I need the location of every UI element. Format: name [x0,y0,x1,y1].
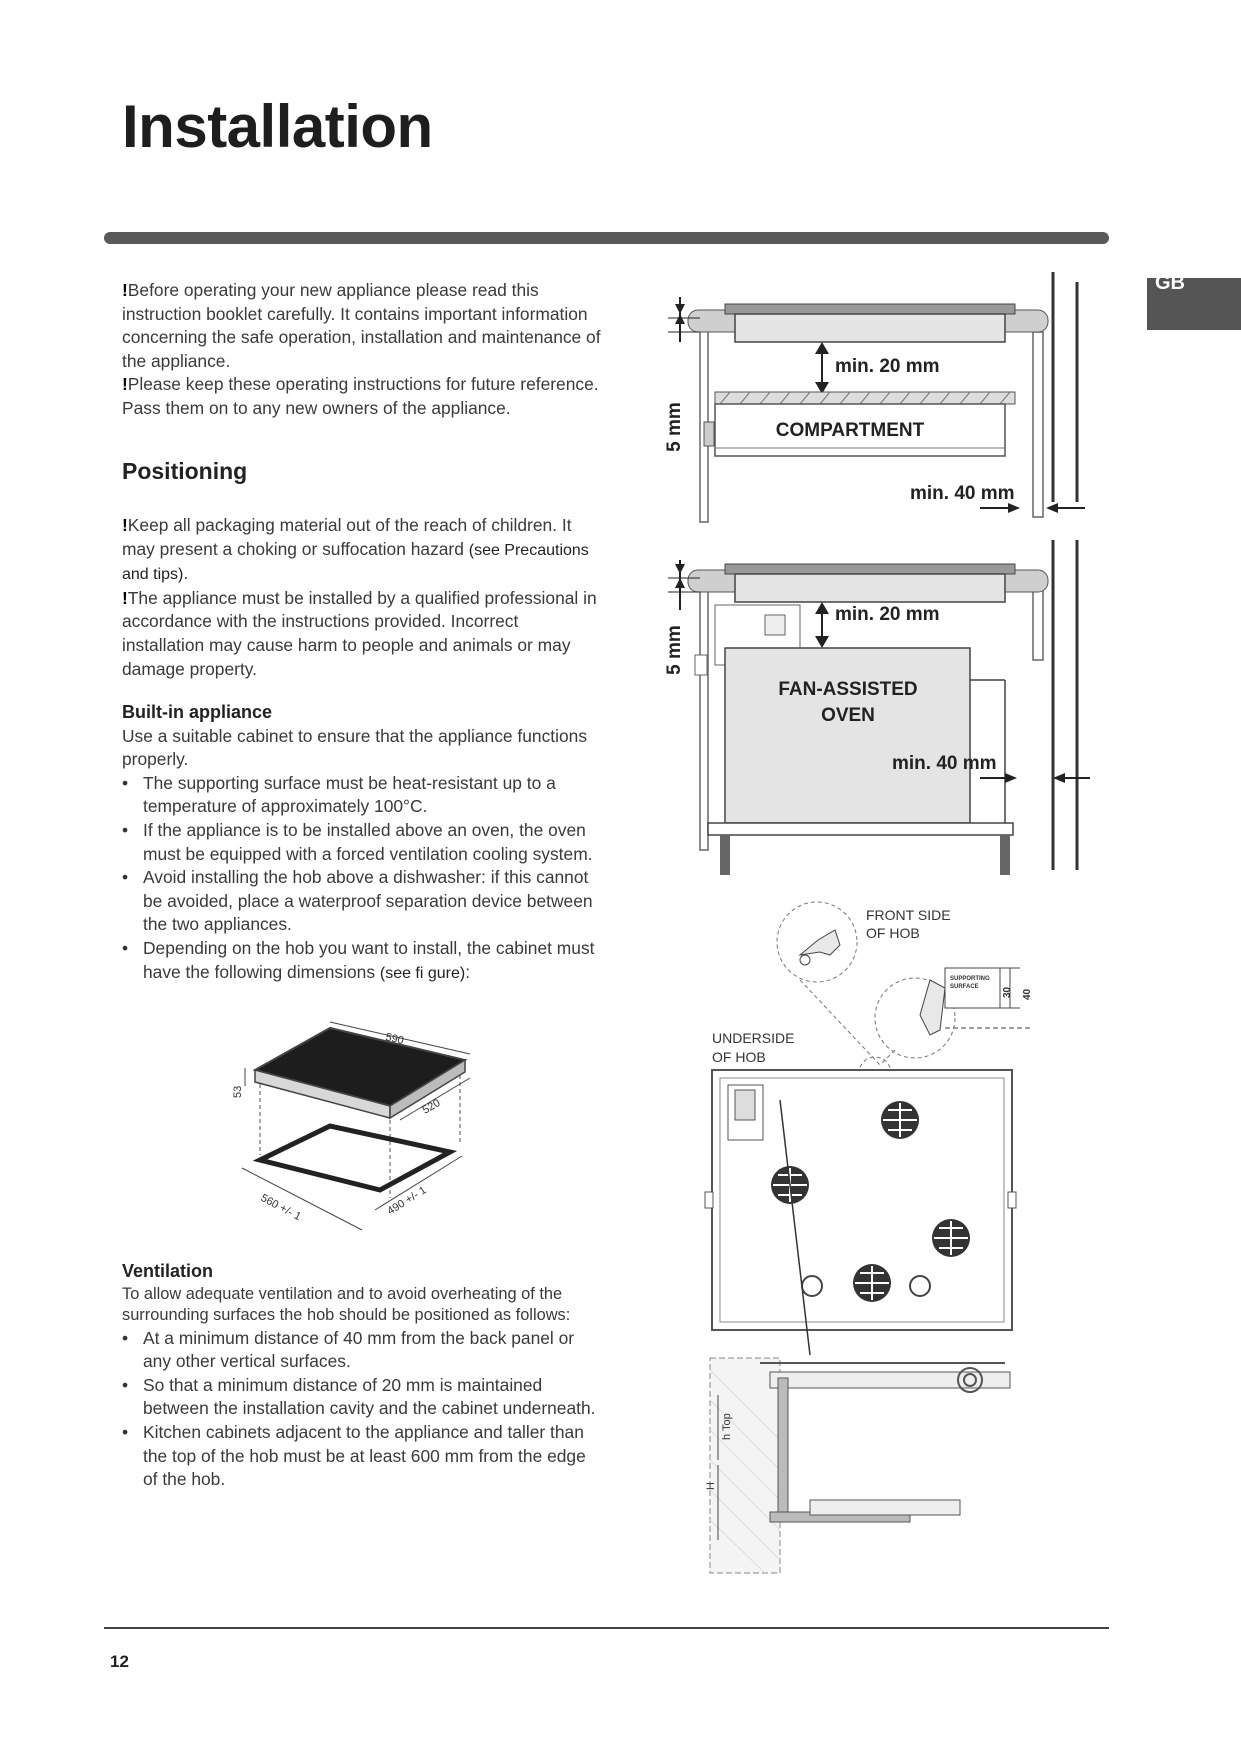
min-40-label: min. 40 mm [892,753,997,774]
burner-icon [853,1264,891,1302]
figure-reference: (see ﬁ gure) [379,964,466,982]
list-item: • So that a minimum distance of 20 mm is maintained between the installation cavity and the cabinet underneath. [122,1374,602,1421]
positioning-text-2: The appliance must be installed by a qualified professional in accordance with the instructions provided. Incorrect installation may cause harm to people and animals or may damage property. [122,587,597,679]
front-side-label-2: OF HOB [866,925,920,941]
dim-cut-width-label: 560 +/- 1 [258,1192,303,1224]
burner-icon [881,1101,919,1139]
oven-label-line-1: FAN-ASSISTED [778,679,918,700]
intro-text-1: Before operating your new appliance please read this instruction booklet carefully. It contains important information concerning the safe operation, installation and maintenance of the appliance. [122,280,601,371]
built-in-list [122,772,602,985]
min-40-label: min. 40 mm [910,483,1015,504]
warning-mark: ! [122,515,128,535]
list-item: • Kitchen cabinets adjacent to the appliance and taller than the top of the hob must be at least 600 mm from the edge of the hob. [122,1421,602,1492]
warning-mark: ! [122,374,128,395]
dim-40-label: 40 [1022,988,1033,1000]
positioning-text-1: Keep all packaging material out of the reach of children. It may present a choking or suffocation hazard [122,515,572,559]
min-20-label: min. 20 mm [835,356,940,377]
supporting-label-2: SURFACE [950,984,979,990]
positioning-section [122,514,602,681]
h-label: H [705,1482,717,1490]
compartment-label: COMPARTMENT [775,420,925,441]
underside-label-2: OF HOB [712,1049,766,1065]
list-item: • If the appliance is to be installed above an oven, the oven must be equipped with a forced ventilation cooling system. [122,819,602,866]
colon: : [465,961,471,982]
list-item: • Avoid installing the hob above a dishwasher: if this cannot be avoided, place a waterproof separation device between the two appliances. [122,866,602,937]
burner-icon [932,1219,970,1257]
list-item: • The supporting surface must be heat-resistant up to a temperature of approximately 100°C. [122,772,602,819]
supporting-label-1: SUPPORTING [950,976,990,982]
positioning-heading: Positioning [122,458,248,484]
oven-label-line-2: OVEN [821,705,875,726]
underside-diagram [700,900,1080,1580]
ventilation-intro: To allow adequate ventilation and to avoid overheating of the surrounding surfaces the hob should be positioned as follows: [122,1284,571,1325]
footer-rule [104,1627,1109,1629]
dim-width-label: 590 [384,1031,405,1048]
positioning-paragraph-1 [122,514,602,587]
page-title: Installation [122,93,433,160]
dim-30-label: 30 [1002,986,1013,998]
dim-height-label: 53 [232,1085,244,1098]
min-20-label: min. 20 mm [835,604,940,625]
built-in-intro: Use a suitable cabinet to ensure that the appliance functions properly. [122,725,588,770]
oven-diagram [660,540,1090,875]
dim-cut-depth-label: 490 +/- 1 [385,1184,429,1218]
precautions-reference: (see Precautions and tips) [122,541,589,584]
warning-mark: ! [122,587,128,608]
ventilation-list [122,1327,602,1492]
dim-depth-label: 520 [420,1097,443,1117]
ventilation-section [122,1260,602,1492]
list-item [122,937,602,985]
positioning-paragraph-2 [122,587,602,681]
intro-paragraph-2 [122,373,602,420]
intro-section [122,279,602,421]
list-item: • At a minimum distance of 40 mm from the back panel or any other vertical surfaces. [122,1327,602,1374]
hob-dimensions-figure [230,1020,480,1245]
warning-mark: ! [122,280,128,300]
compartment-diagram [660,272,1090,524]
front-side-label-1: FRONT SIDE [866,907,951,923]
h-top-label: h Top [721,1413,733,1440]
side-gap-label: 5 mm [664,625,685,675]
underside-label-1: UNDERSIDE [712,1030,795,1046]
built-in-heading: Built-in appliance [122,702,273,722]
list-item-text: Depending on the hob you want to install, the cabinet must have the following dimensions [143,937,595,982]
header-rule [104,232,1109,244]
language-tab: GB [1147,278,1241,330]
built-in-section [122,701,602,985]
ventilation-heading: Ventilation [122,1261,214,1281]
side-gap-label: 5 mm [664,402,685,452]
intro-paragraph-1 [122,279,602,373]
period: . [183,563,189,584]
page-number: 12 [110,1652,129,1671]
intro-text-2: Please keep these operating instructions for future reference. Pass them on to any new owners of the appliance. [122,374,599,418]
